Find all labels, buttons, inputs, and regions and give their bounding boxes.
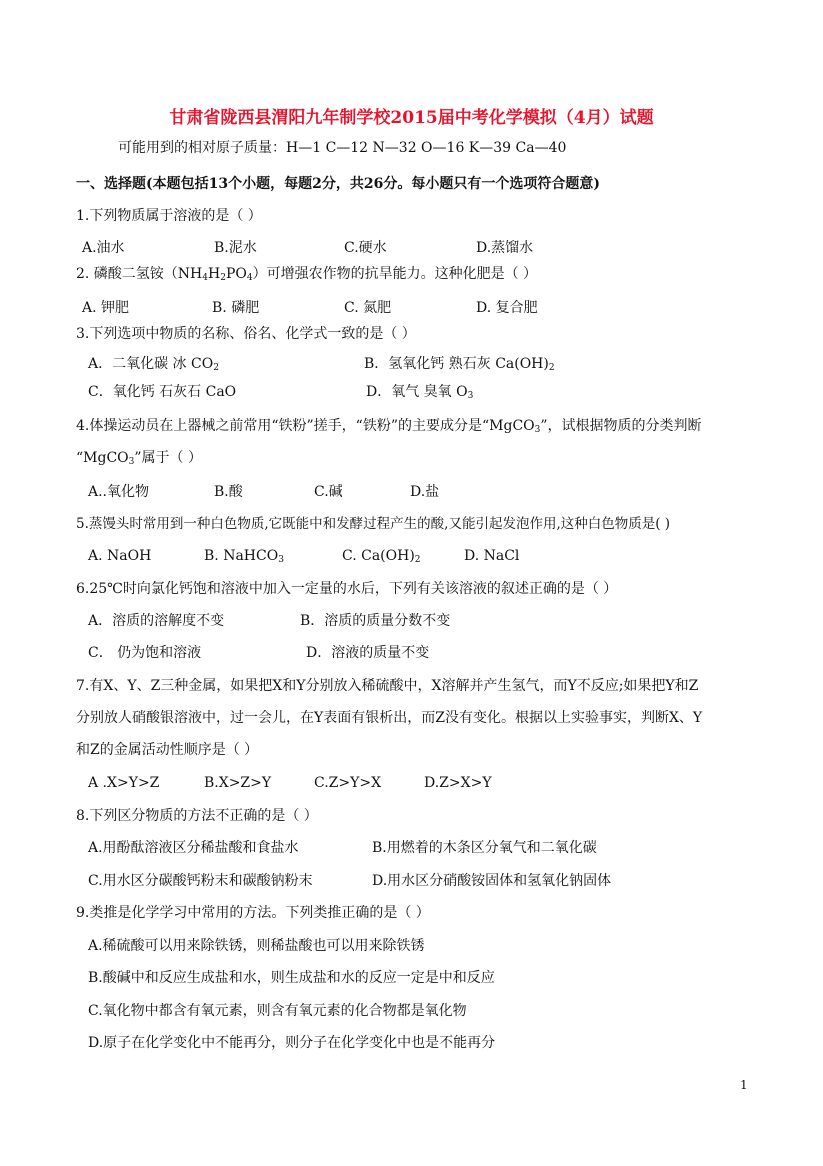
- question-2-stem: 2. 磷酸二氢铵$(NH_4H_2PO_4)$可增强农作物的抗旱能力。这种化肥是（ ）: [76, 266, 538, 283]
- question-9-option-a: A.稀硫酸可以用来除铁锈，则稀盐酸也可以用来除铁锈: [88, 938, 425, 954]
- question-4-option-c: C.碱: [314, 484, 343, 500]
- question-1-option-b: B.泥水: [214, 240, 257, 256]
- question-6-option-a: A．溶质的溶解度不变: [88, 613, 225, 629]
- question-7-option-b: B.X>Z>Y: [204, 775, 272, 791]
- question-2-option-a: A. 钾肥: [82, 300, 130, 316]
- question-6-option-d: D．溶液的质量不变: [306, 645, 430, 661]
- question-9-option-c: C.氧化物中都含有氧元素，则含有氧元素的化合物都是氧化物: [88, 1003, 467, 1019]
- question-5-option-b: B. NaHCO$_3$: [204, 548, 284, 565]
- question-4-option-d: D.盐: [410, 484, 440, 500]
- question-7-option-d: D.Z>X>Y: [424, 775, 492, 791]
- question-9-option-d: D.原子在化学变化中不能再分，则分子在化学变化中也是不能再分: [88, 1035, 496, 1051]
- question-2-option-d: D. 复合肥: [476, 300, 538, 316]
- question-5-option-c: C. $Ca(OH)_2$: [342, 548, 421, 565]
- question-7-option-c: C.Z>Y>X: [314, 775, 382, 791]
- question-3-option-a: A．二氧化碳 冰 $CO_2$: [88, 356, 219, 373]
- question-3-option-b: B．氢氧化钙 熟石灰 $Ca(OH)_2$: [364, 356, 555, 373]
- question-4-option-b: B.酸: [214, 484, 243, 500]
- question-4-stem-line-2: “MgCO$_3$”属于（ ）: [76, 450, 202, 467]
- question-3-stem: 3.下列选项中物质的名称、俗名、化学式一致的是（ ）: [76, 326, 416, 342]
- question-5-stem: 5.蒸馒头时常用到一种白色物质,它既能中和发酵过程产生的酸,又能引起发泡作用,这种白色物质是( ): [76, 516, 671, 532]
- question-3-option-c: C．氧化钙 石灰石 CaO: [88, 384, 237, 400]
- question-7-option-a: A .X>Y>Z: [88, 775, 160, 791]
- question-6-option-c: C． 仍为饱和溶液: [88, 645, 202, 661]
- question-6-stem: 6.25℃时向氯化钙饱和溶液中加入一定量的水后，下列有关该溶液的叙述正确的是（ ）: [76, 581, 618, 597]
- question-1-option-c: C.硬水: [344, 240, 387, 256]
- question-8-option-b: B.用燃着的木条区分氧气和二氧化碳: [372, 840, 597, 856]
- question-5-option-d: D. NaCl: [464, 548, 520, 564]
- question-7-stem-line-3: 和Z的金属活动性顺序是（ ）: [76, 742, 259, 758]
- section-heading: 一、选择题(本题包括13个小题，每题2分，共26分。每小题只有一个选项符合题意): [76, 176, 600, 192]
- question-8-option-d: D.用水区分硝酸铵固体和氢氧化钠固体: [372, 873, 612, 889]
- page-number: 1: [740, 1078, 748, 1092]
- page-title: 甘肃省陇西县渭阳九年制学校2015届中考化学模拟（4月）试题: [169, 108, 654, 128]
- question-4-option-a: A..氧化物: [88, 484, 150, 500]
- question-8-option-a: A.用酚酞溶液区分稀盐酸和食盐水: [88, 840, 299, 856]
- question-8-option-c: C.用水区分碳酸钙粉末和碳酸钠粉末: [88, 873, 313, 889]
- question-1-option-a: A.油水: [82, 240, 125, 256]
- question-7-stem-line-1: 7.有X、Y、Z三种金属，如果把X和Y分别放入稀硫酸中，X溶解并产生氢气，而Y不反应;如果把Y和Z: [76, 678, 699, 694]
- question-9-stem: 9.类推是化学学习中常用的方法。下列类推正确的是（ ）: [76, 905, 430, 921]
- question-9-option-b: B.酸碱中和反应生成盐和水，则生成盐和水的反应一定是中和反应: [88, 970, 495, 986]
- question-6-option-b: B．溶质的质量分数不变: [300, 613, 451, 629]
- question-2-option-b: B. 磷肥: [212, 300, 260, 316]
- question-1-option-d: D.蒸馏水: [476, 240, 534, 256]
- question-8-stem: 8.下列区分物质的方法不正确的是（ ）: [76, 808, 318, 824]
- question-1-stem: 1.下列物质属于溶液的是（ ）: [76, 208, 262, 224]
- question-2-option-c: C. 氮肥: [344, 300, 392, 316]
- atomic-masses-note: 可能用到的相对原子质量：H—1 C—12 N—32 O—16 K—39 Ca—40: [118, 140, 567, 156]
- question-4-stem-line-1: 4.体操运动员在上器械之前常用“铁粉”搓手，“铁粉”的主要成分是“MgCO$_3$”，试根据物质的分类判断: [76, 418, 702, 435]
- question-7-stem-line-2: 分别放人硝酸银溶液中，过一会儿，在Y表面有银析出，而Z没有变化。根据以上实验事实，判断X、Y: [76, 710, 703, 726]
- question-3-option-d: D．氧气 臭氧 $O_3$: [366, 384, 474, 401]
- question-5-option-a: A. NaOH: [88, 548, 152, 564]
